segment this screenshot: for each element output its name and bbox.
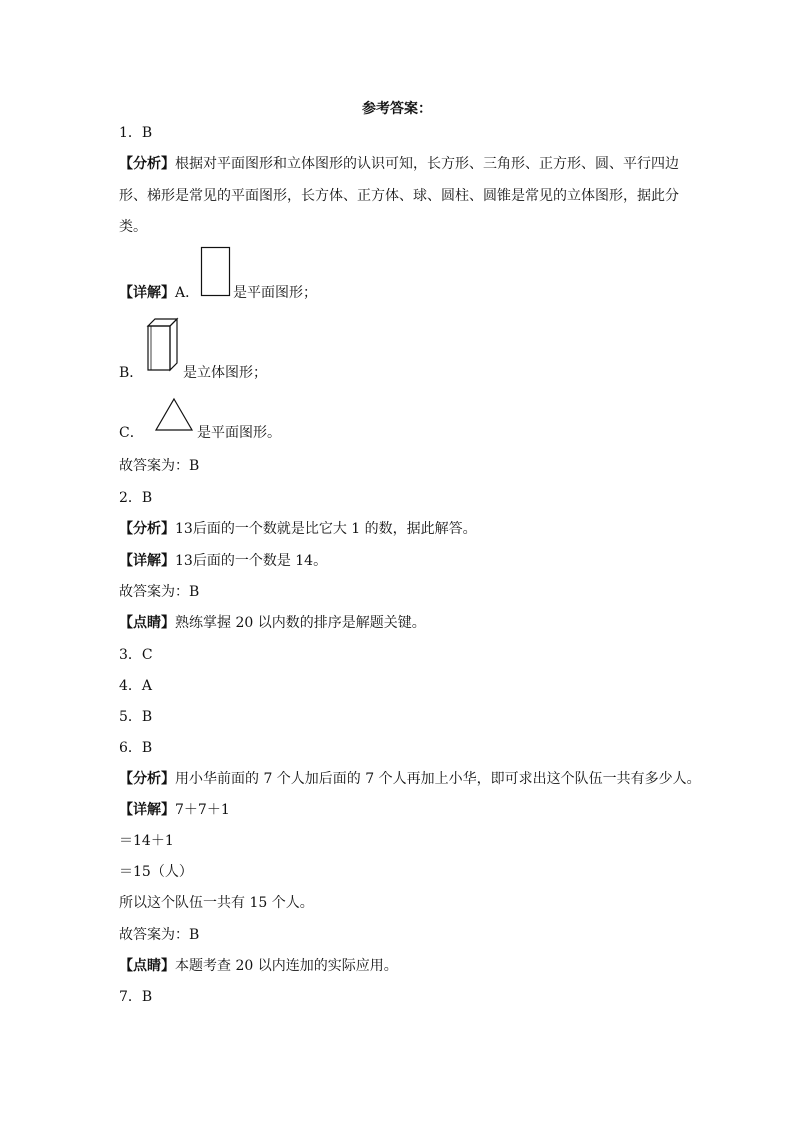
q1-analysis-text1: 根据对平面图形和立体图形的认识可知，长方形、三角形、正方形、圆、平行四边 [175,156,679,172]
q1-analysis-line3: 类。 [119,219,147,235]
q1-detail-c-prefix: C． [119,425,144,441]
q6-conclusion: 所以这个队伍一共有 15 个人。 [119,895,314,911]
q2-number: 2．B [119,490,153,506]
q1-number: 1．B [119,125,153,141]
page-title: 参考答案： [362,101,432,117]
q2-analysis [119,520,477,538]
q2-detail [119,552,327,570]
q2-analysis-tag: 【分析】 [119,521,175,537]
q1-analysis-tag: 【分析】 [119,156,175,172]
q6-step1: ＝14＋1 [119,833,174,849]
q7-number: 7．B [119,989,153,1005]
q6-step2: ＝15（人） [119,864,193,880]
q2-analysis-text: 13后面的一个数就是比它大 1 的数，据此解答。 [175,521,477,537]
q6-analysis [119,770,701,788]
q6-detail-tag: 【详解】 [119,802,175,818]
q6-detail-text: 7＋7＋1 [175,802,230,818]
q1-detail-b-prefix: B． [119,365,144,381]
q2-detail-text: 13后面的一个数是 14。 [175,553,328,569]
q4-number: 4．A [119,678,153,694]
q1-detail-c-text: 是平面图形。 [197,425,281,441]
q6-number: 6．B [119,740,153,756]
q6-note [119,957,398,975]
q6-note-text: 本题考查 20 以内连加的实际应用。 [175,958,398,974]
q2-detail-tag: 【详解】 [119,553,175,569]
q3-number: 3．C [119,647,153,663]
q6-detail [119,801,230,819]
q6-analysis-tag: 【分析】 [119,771,175,787]
triangle-shape-icon [153,397,195,433]
q6-note-tag: 【点睛】 [119,958,175,974]
cuboid-shape-icon [145,316,181,372]
q2-note-tag: 【点睛】 [119,615,175,631]
q1-answer: 故答案为：B [119,458,200,474]
q6-analysis-text: 用小华前面的 7 个人加后面的 7 个人再加上小华，即可求出这个队伍一共有多少人。 [175,771,701,787]
q5-number: 5．B [119,709,153,725]
q1-analysis-line1 [119,155,679,173]
q1-analysis-line2: 形、梯形是常见的平面图形，长方体、正方体、球、圆柱、圆锥是常见的立体图形，据此分 [119,188,679,204]
q2-answer: 故答案为：B [119,584,200,600]
q1-detail-b-text: 是立体图形； [183,365,267,381]
q1-detail-a-text: 是平面图形； [233,285,317,301]
q1-detail-a-prefix: A． [175,285,200,301]
rectangle-shape-icon [200,246,232,298]
q6-answer: 故答案为：B [119,927,200,943]
q1-detail-tag: 【详解】 [119,285,175,301]
q1-detail-a-label [119,284,199,302]
q2-note-text: 熟练掌握 20 以内数的排序是解题关键。 [175,615,426,631]
q2-note [119,614,426,632]
